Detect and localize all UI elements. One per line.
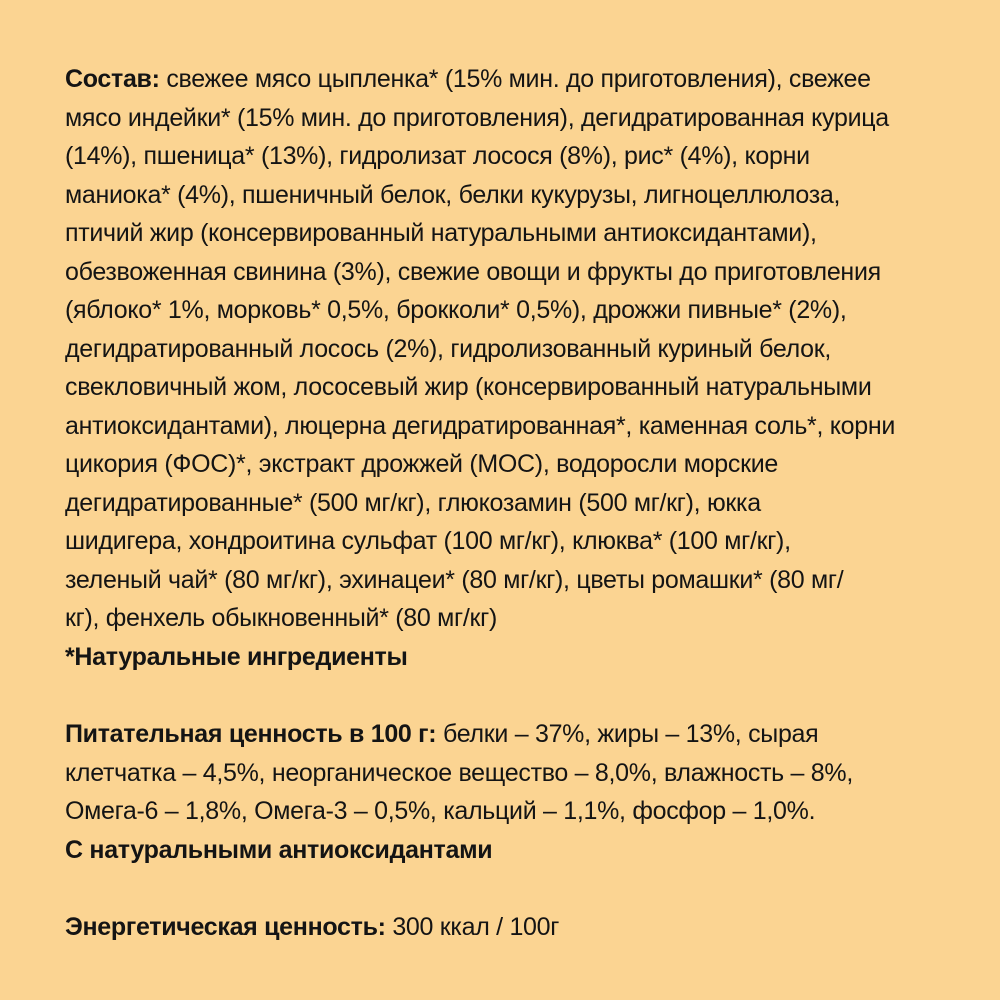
composition-line: кг), фенхель обыкновенный* (80 мг/кг) — [65, 604, 497, 632]
composition-line: шидигера, хондроитина сульфат (100 мг/кг), клюква* (100 мг/кг), — [65, 527, 791, 555]
composition-heading: Состав: — [65, 65, 160, 93]
composition-line: цикория (ФОС)*, экстракт дрожжей (МОС), водоросли морские — [65, 450, 778, 478]
composition-line: мясо индейки* (15% мин. до приготовления), дегидратированная курица — [65, 103, 889, 132]
composition-line: (14%), пшеница* (13%), гидролизат лосося (8%), рис* (4%), корни — [65, 142, 810, 170]
antioxidants-note: С натуральными антиоксидантами — [65, 835, 493, 864]
natural-ingredients-note: *Натуральные ингредиенты — [65, 642, 408, 671]
nutrition-heading: Питательная ценность в 100 г: — [65, 720, 437, 748]
composition-line: дегидратированные* (500 мг/кг), глюкозамин (500 мг/кг), юкка — [65, 488, 761, 517]
composition-line: (яблоко* 1%, морковь* 0,5%, брокколи* 0,5%), дрожжи пивные* (2%), — [65, 296, 847, 324]
composition-line: зеленый чай* (80 мг/кг), эхинацеи* (80 мг/кг), цветы ромашки* (80 мг/ — [65, 565, 844, 594]
composition-line: антиоксидантами), люцерна дегидратированная*, каменная соль*, корни — [65, 411, 896, 440]
composition-line: обезвоженная свинина (3%), свежие овощи и фрукты до приготовления — [65, 257, 881, 286]
composition-text: свежее мясо цыпленка* (15% мин. до приготовления), свежее — [166, 65, 871, 93]
energy-section — [65, 908, 936, 947]
nutrition-line: Омега-6 – 1,8%, Омега-3 – 0,5%, кальций – 1,1%, фосфор – 1,0%. — [65, 797, 816, 825]
composition-line: птичий жир (консервированный натуральными антиоксидантами), — [65, 219, 817, 247]
composition-line: маниока* (4%), пшеничный белок, белки кукурузы, лигноцеллюлоза, — [65, 180, 841, 209]
composition-section — [65, 60, 936, 676]
composition-line — [65, 60, 936, 99]
composition-line: свекловичный жом, лососевый жир (консервированный натуральными — [65, 373, 872, 401]
energy-heading: Энергетическая ценность: — [65, 913, 386, 941]
nutrition-section — [65, 715, 936, 869]
nutrition-line: клетчатка – 4,5%, неорганическое вещество – 8,0%, влажность – 8%, — [65, 758, 853, 787]
energy-value: 300 ккал / 100г — [392, 913, 560, 941]
nutrition-line — [65, 715, 936, 754]
composition-line: дегидратированный лосось (2%), гидролизованный куриный белок, — [65, 334, 832, 363]
energy-line — [65, 908, 936, 947]
nutrition-text: белки – 37%, жиры – 13%, сырая — [442, 720, 819, 748]
